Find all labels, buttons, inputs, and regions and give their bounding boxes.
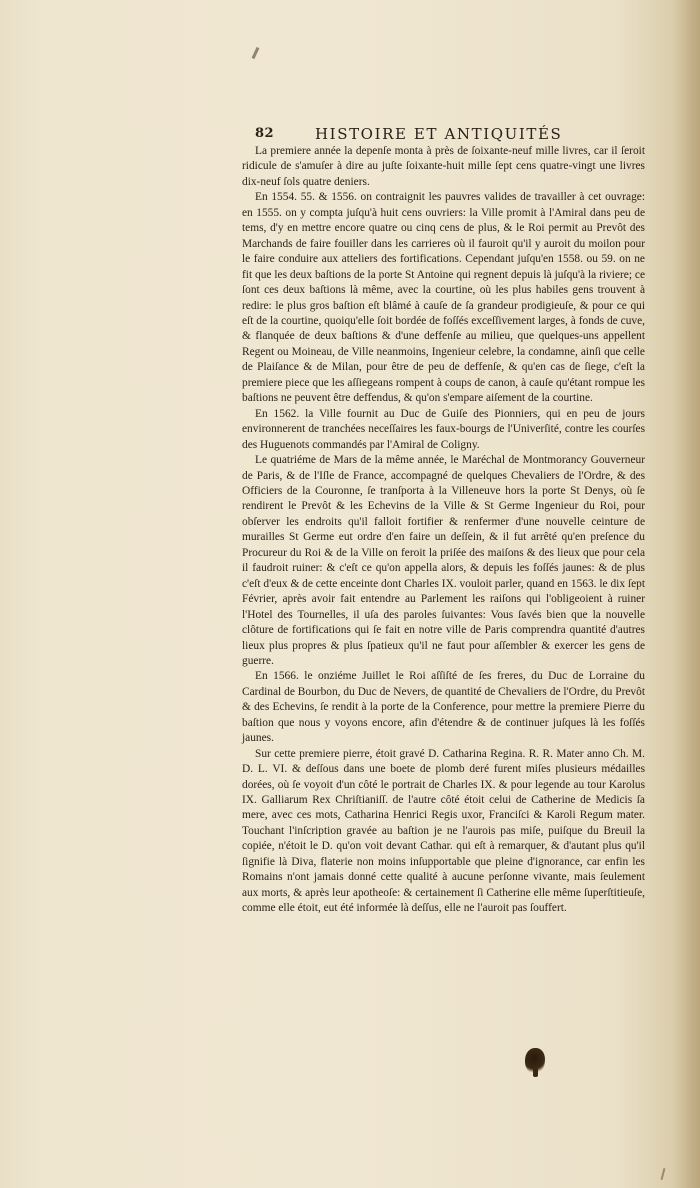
ink-blot-drip [533, 1068, 538, 1077]
body-text [242, 144, 645, 917]
page-header [255, 126, 655, 146]
paragraph-1: La premiere année la depenſe monta à près de ſoixante-neuf mille livres, car il ſeroit ridicule de s'amuſer à dire au juſte ſoixante-huit mille ſept cens quatre-vingt une livres dix-neuf ſols quatre deniers. [242, 145, 645, 188]
page-edge-shadow [672, 0, 700, 1188]
ink-mark-top [252, 47, 260, 59]
paragraph-4: Le quatriéme de Mars de la même année, le Maréchal de Montmorancy Gouverneur de Paris, & de l'Iſle de France, accompagné de quelques Chevaliers de l'Ordre, & des Officiers de la Couronne, ſe tranſporta à la Villeneuve hors la porte St Denys, où ſe rendirent le Prevôt & les Echevins de la Ville & St Germe Ingenieur du Roi, pour obſerver les endroits qu'il falloit fortifier & renfermer d'une nouvelle ceinture de murailles St Germe eut ordre d'en faire un deſſein, & il fut arrêté qu'en preſence du Procureur du Roi & de la Ville on feroit la priſée des maiſons & des lieux que pour cela il faudroit ruiner: & c'eſt ce qu'on appella alors, & depuis les foſſés jaunes: & de plus c'eſt d'eux & de cette enceinte dont Charles IX. vouloit parler, quand en 1563. le dix ſept Février, après avoir fait entendre au Parlement les raiſons qui l'obligeoient à ruiner l'Hotel des Tournelles, il uſa des paroles ſuivantes: Vous ſavés bien que la nouvelle clôture de fortifications qui ſe fait en notre ville de Paris comprendra quantité d'autres lieux plus propres & plus ſpatieux qu'il ne faut pour aſſembler & exercer les gens de guerre. [242, 454, 645, 667]
paragraph-5: En 1566. le onziéme Juillet le Roi aſſiſté de ſes freres, du Duc de Lorraine du Cardinal de Bourbon, du Duc de Nevers, de quantité de Chevaliers de l'Ordre, du Prevôt & des Echevins, ſe rendit à la porte de la Conference, pour mettre la premiere Pierre du baſtion que nous y voyons encore, afin d'étendre & de continuer juſques là les foſſés jaunes. [242, 670, 645, 745]
paragraph-2: En 1554. 55. & 1556. on contraignit les pauvres valides de travailler à cet ouvrage: en 1555. on y compta juſqu'à huit cens ouvriers: la Ville promit à l'Amiral dans peu de tems, d'y en mettre encore quatre ou cinq cens de plus, & le Roi permit au Prevôt des Marchands de faire fouiller dans les carrieres où il fauroit qu'il y auroit du moilon pour le faire conduire aux atteliers des fortifications. Cependant juſqu'en 1558. ou 59. on ne fit que les deux baſtions de la porte St Antoine qui regnent depuis là juſqu'à la riviere; ce ſont ces deux baſtions là même, avec la courtine, où les plus habiles gens trouvent à redire: le plus gros baſtion eſt blâmé à cauſe de ſa grandeur prodigieuſe, & pour ce qui eſt de la courtine, quoiqu'elle ſoit bordée de foſſés exceſſivement larges, à fonds de cuve, & flanquée de deux baſtions & d'une deffenſe au milieu, que quelques-uns appellent Regent ou Moineau, de Ville neanmoins, Ingenieur celebre, la condamne, ainſi que celle de Plaiſance & de Milan, pour être de peu de deffenſe, & qu'en cas de ſiege, c'eſt la premiere piece que les aſſiegeans rompent à coups de canon, à cauſe qu'étant rompue les baſtions ne peuvent être deffendus, & qu'on s'empare aiſement de la courtine. [242, 191, 645, 405]
page-number: 82 [255, 126, 275, 141]
paragraph-6: Sur cette premiere pierre, étoit gravé D. Catharina Regina. R. R. Mater anno Ch. M. D. L. VI. & deſſous dans une boete de plomb deré furent miſes plusieurs médailles dorées, où ſe voyoit d'un côté le portrait de Charles IX. & pour legende au tour Karolus IX. Galliarum Rex Chriſtianiſſ. de l'autre côté étoit celui de Catherine de Medicis ſa mere, avec ces mots, Catharina Henrici Regis uxor, Franciſci & Karoli Regum mater. Touchant l'inſcription gravée au baſtion je ne l'aurois pas miſe, puiſque du Breuil la copiée, n'étoit le D. qu'on voit devant Cathar. qui eſt à remarquer, & d'autant plus qu'il ſignifie là Diva, flaterie non moins inſupportable que pleine d'ignorance, car enfin les Romains n'ont jamais donné cette qualité à aucune perſonne vivante, mais ſeulement aux morts, & après leur apotheoſe: & certainement ſi Catherine elle même ſuperſtitieuſe, comme elle étoit, eut été informée là deſſus, elle ne l'auroit pas ſouffert. [242, 747, 645, 915]
running-title: HISTOIRE ET ANTIQUITÉS [315, 125, 563, 143]
paragraph-3: En 1562. la Ville fournit au Duc de Guiſe des Pionniers, qui en peu de jours environnerent de tranchées neceſſaires les faux-bourgs de l'Univerſité, contre les courſes des Huguenots commandés par l'Amiral de Coligny. [242, 407, 645, 451]
ink-mark-bottom [660, 1168, 665, 1180]
